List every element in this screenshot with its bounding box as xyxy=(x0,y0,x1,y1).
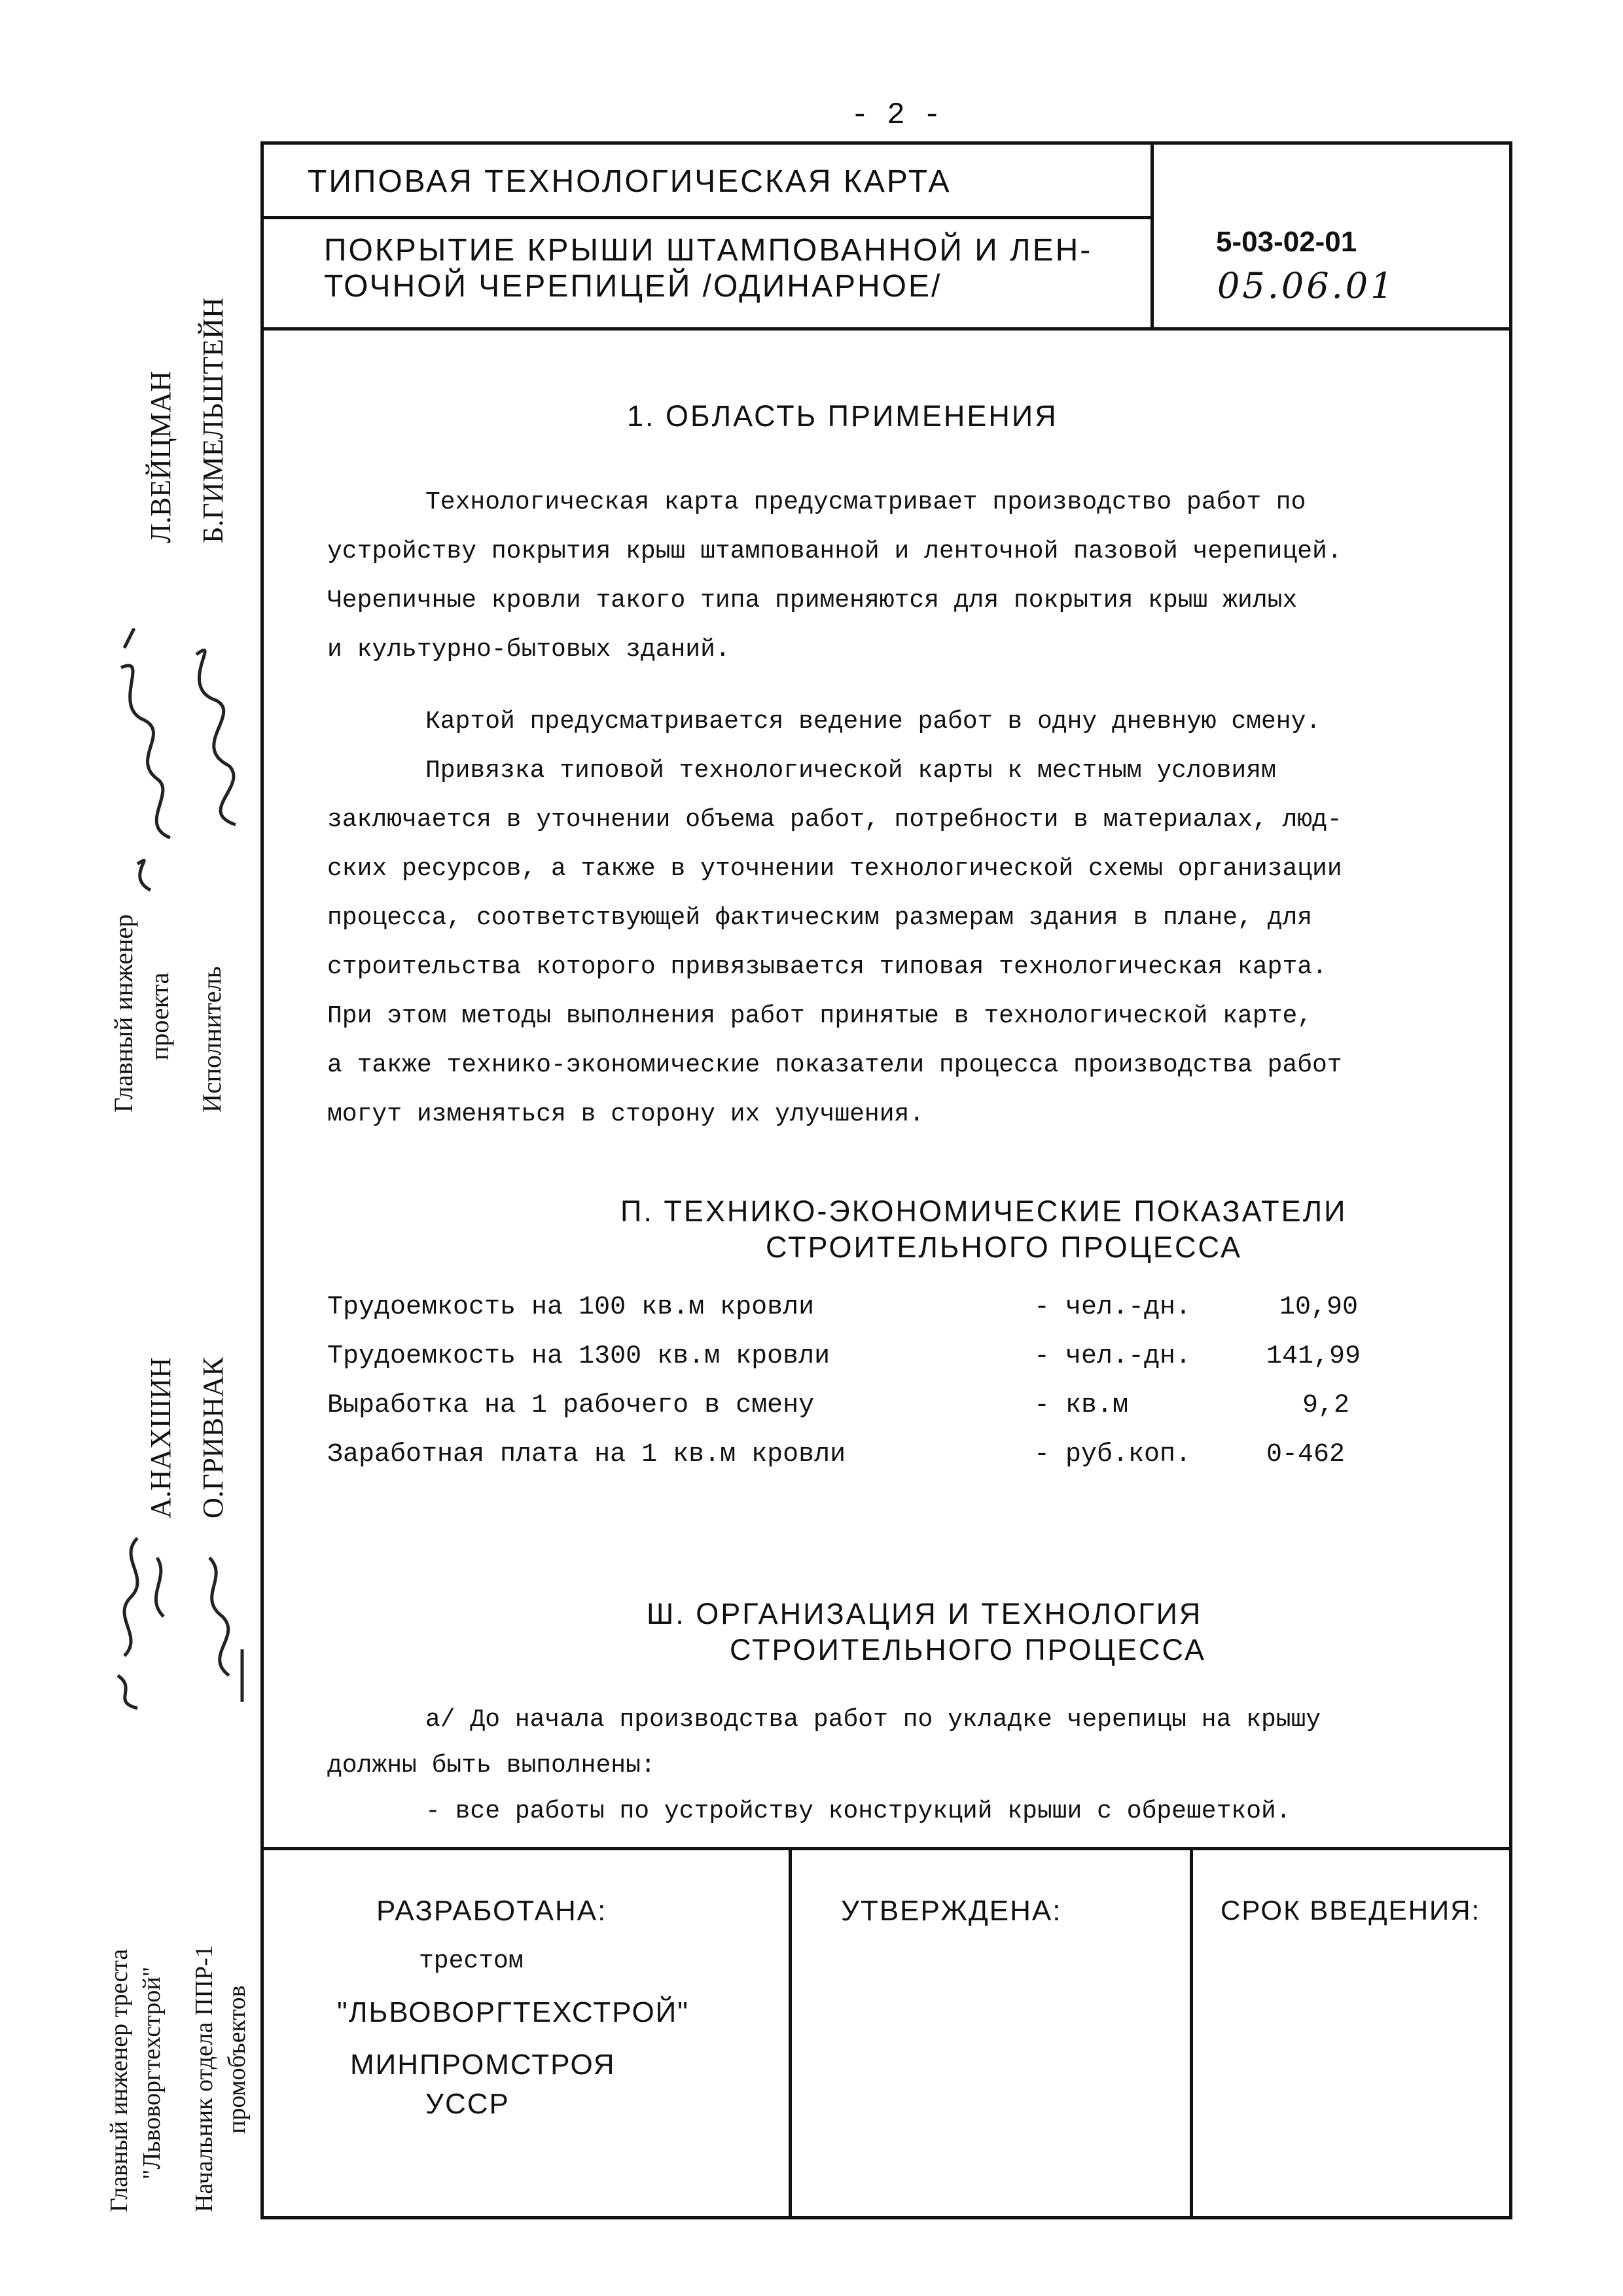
page-number: - 2 - xyxy=(851,98,942,132)
signature-veitsman xyxy=(98,628,255,903)
header-divider-bottom xyxy=(260,327,1512,331)
margin-role-trust-chief-engineer: Главный инженер треста xyxy=(105,1948,133,2212)
indicator-value: 10,90 xyxy=(1279,1293,1359,1322)
developed-by: трестом xyxy=(419,1947,524,1975)
section3-title-line2: СТРОИТЕЛЬНОГО ПРОЦЕССА xyxy=(730,1633,1206,1666)
signature-nakhshin xyxy=(98,1518,255,1715)
section1-line: ских ресурсов, а также в уточнении технологической схемы организации xyxy=(327,855,1342,883)
header-divider-title xyxy=(260,216,1150,219)
card-title: ТИПОВАЯ ТЕХНОЛОГИЧЕСКАЯ КАРТА xyxy=(308,164,952,199)
indicator-unit: - руб.коп. xyxy=(1034,1440,1192,1469)
margin-role-trust-name: "Львоворгтехстрой" xyxy=(138,1966,166,2179)
margin-name-veitsman: Л.ВЕЙЦМАН xyxy=(145,370,177,543)
section3-title-line1: Ш. ОРГАНИЗАЦИЯ И ТЕХНОЛОГИЯ xyxy=(647,1597,1203,1630)
developed-by: УССР xyxy=(425,2088,510,2120)
footer-divider-top xyxy=(260,1847,1512,1850)
indicator-label: Трудоемкость на 100 кв.м кровли xyxy=(327,1293,815,1322)
section2-title-line1: П. ТЕХНИКО-ЭКОНОМИЧЕСКИЕ ПОКАЗАТЕЛИ xyxy=(620,1194,1347,1228)
margin-role-chief-engineer: Главный инженер xyxy=(109,914,138,1113)
section1-line: Технологическая карта предусматривает производство работ по xyxy=(425,488,1306,516)
indicator-label: Заработная плата на 1 кв.м кровли xyxy=(327,1440,846,1469)
section1-line: заключается в уточнении объема работ, потребности в материалах, люд- xyxy=(327,806,1342,834)
section1-line: Черепичные кровли такого типа применяются для покрытия крыш жилых xyxy=(327,586,1298,615)
card-code: 5-03-02-01 xyxy=(1216,226,1357,258)
margin-name-gimelshtein: Б.ГИМЕЛЬШТЕЙН xyxy=(197,297,229,543)
indicator-unit: - чел.-дн. xyxy=(1034,1293,1192,1322)
margin-role-project: проекта xyxy=(145,972,174,1060)
card-subtitle-line2: ТОЧНОЙ ЧЕРЕПИЦЕЙ /ОДИНАРНОЕ/ xyxy=(324,269,942,304)
section1-line: Привязка типовой технологической карты к местным условиям xyxy=(425,757,1276,785)
developed-label: РАЗРАБОТАНА: xyxy=(376,1895,607,1927)
section1-line: При этом методы выполнения работ принятые в технологической карте, xyxy=(327,1002,1313,1030)
header-divider-vertical xyxy=(1150,141,1154,331)
card-subtitle-line1: ПОКРЫТИЕ КРЫШИ ШТАМПОВАННОЙ И ЛЕН- xyxy=(324,233,1093,268)
section1-line: процесса, соответствующей фактическим размерам здания в плане, для xyxy=(327,904,1313,932)
section3-line: - все работы по устройству конструкций крыши с обрешеткой. xyxy=(425,1797,1291,1825)
indicator-value: 141,99 xyxy=(1266,1342,1361,1371)
indicator-label: Трудоемкость на 1300 кв.м кровли xyxy=(327,1342,830,1371)
section1-line: а также технико-экономические показатели процесса производства работ xyxy=(327,1051,1342,1079)
approved-label: УТВЕРЖДЕНА: xyxy=(841,1895,1062,1927)
indicator-unit: - кв.м xyxy=(1034,1391,1129,1420)
indicator-label: Выработка на 1 рабочего в смену xyxy=(327,1391,815,1420)
section1-line: устройству покрытия крыш штампованной и ленточной пазовой черепицей. xyxy=(327,537,1342,565)
indicator-unit: - чел.-дн. xyxy=(1034,1342,1192,1371)
section1-line: Картой предусматривается ведение работ в одну дневную смену. xyxy=(425,708,1321,736)
margin-role-department-head: Начальник отдела ППР-1 xyxy=(190,1945,218,2212)
developed-by: МИНПРОМСТРОЯ xyxy=(350,2049,616,2081)
margin-name-grivnak: О.ГРИВНАК xyxy=(197,1357,229,1518)
section2-title-line2: СТРОИТЕЛЬНОГО ПРОЦЕССА xyxy=(766,1230,1242,1264)
card-code-handwritten: 05.06.01 xyxy=(1217,265,1396,306)
margin-name-nakhshin: А.НАХШИН xyxy=(145,1357,177,1518)
section3-line: а/ До начала производства работ по укладке черепицы на крышу xyxy=(425,1706,1321,1734)
section1-line: и культурно-бытовых зданий. xyxy=(327,636,730,664)
indicator-value: 0-462 xyxy=(1266,1440,1346,1469)
footer-divider-2 xyxy=(1190,1847,1193,2219)
margin-role-department-name: промобъектов xyxy=(223,1985,251,2134)
section1-line: строительства которого привязывается типовая технологическая карта. xyxy=(327,953,1327,981)
section1-line: могут изменяться в сторону их улучшения. xyxy=(327,1100,925,1128)
section1-title: 1. ОБЛАСТЬ ПРИМЕНЕНИЯ xyxy=(627,399,1058,433)
margin-role-executor: Исполнитель xyxy=(197,966,226,1113)
section3-line: должны быть выполнены: xyxy=(327,1751,656,1780)
developed-by: "ЛЬВОВОРГТЕХСТРОЙ" xyxy=(337,1996,689,2028)
effective-date-label: СРОК ВВЕДЕНИЯ: xyxy=(1221,1895,1481,1926)
footer-divider-1 xyxy=(789,1847,792,2219)
indicator-value: 9,2 xyxy=(1302,1391,1350,1420)
